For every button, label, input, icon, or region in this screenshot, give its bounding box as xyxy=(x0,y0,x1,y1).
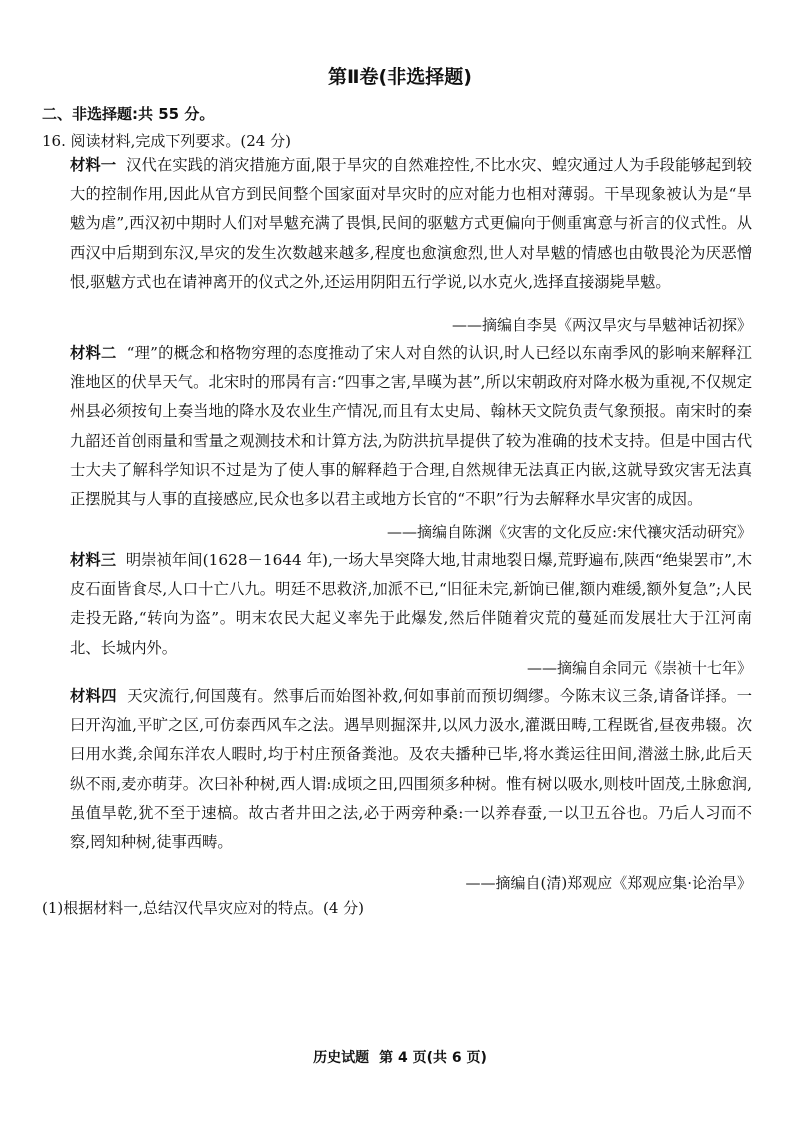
footer-subject: 历史试题 xyxy=(313,1050,370,1066)
material-2-source: ——摘编自陈渊《灾害的文化反应:宋代禳灾活动研究》 xyxy=(386,523,752,541)
material-1 xyxy=(70,151,752,297)
material-3-source: ——摘编自余同元《崇祯十七年》 xyxy=(526,659,752,677)
material-4-text: 天灾流行,何国蔑有。然事后而始图补救,何如事前而预切绸缪。今陈末议三条,请备详择。一曰开沟洫,平旷之区,可仿泰西风车之法。遇旱则掘深井,以风力汲水,灌溉田畴,工程既省,昼夜弗辍。次曰用水粪,余闻东洋农人暇时,均于村庄预备粪池。及农夫播种已毕,将水粪运往田间,潜滋土脉,此后天纵不雨,麦亦萌芽。次曰补种树,西人谓:成顷之田,四围须多种树。惟有树以吸水,则枝叶固茂,土脉愈润,虽值旱乾,犹不至于速槁。故古者井田之法,必于两旁种桑:一以养春蚕,一以卫五谷也。乃后人习而不察,罔知种树,徒事西畴。 xyxy=(70,687,752,852)
material-2 xyxy=(70,339,752,514)
material-2-text: “理”的概念和格物穷理的态度推动了宋人对自然的认识,时人已经以东南季风的影响来解释江淮地区的伏旱天气。北宋时的邢昺有言:“四事之害,旱暵为甚”,所以宋朝政府对降水极为重视,不仅规定州县必须按旬上奏当地的降水及农业生产情况,而且有太史局、翰林天文院负责气象预报。南宋时的秦九韶还首创雨量和雪量之观测技术和计算方法,为防洪抗旱提供了较为准确的技术支持。但是中国古代士大夫了解科学知识不过是为了使人事的解释趋于合理,自然规律无法真正内嵌,这就导致灾害无法真正摆脱其与人事的直接感应,民众也多以君主或地方长官的“不职”行为去解释水旱灾害的成因。 xyxy=(70,344,752,509)
footer-page-number: 第 4 页(共 6 页) xyxy=(379,1050,487,1066)
material-3-label: 材料三 xyxy=(70,551,117,569)
question-16-prompt: 16. 阅读材料,完成下列要求。(24 分) xyxy=(42,132,291,150)
section-header: 二、非选择题:共 55 分。 xyxy=(42,105,215,123)
material-1-source: ——摘编自李昊《两汉旱灾与旱魃神话初探》 xyxy=(451,316,752,334)
material-4-label: 材料四 xyxy=(70,687,117,705)
material-3 xyxy=(70,546,752,663)
page-footer xyxy=(0,1047,800,1067)
material-1-label: 材料一 xyxy=(70,156,117,174)
material-1-text: 汉代在实践的消灾措施方面,限于旱灾的自然难控性,不比水灾、蝗灾通过人为手段能够起到较大的控制作用,因此从官方到民间整个国家面对旱灾时的应对能力也相对薄弱。干旱现象被认为是“旱魃为虐”,西汉初中期时人们对旱魃充满了畏惧,民间的驱魃方式更偏向于侧重寓意与祈言的仪式性。从西汉中后期到东汉,旱灾的发生次数越来越多,程度也愈演愈烈,世人对旱魃的情感也由敬畏沦为厌恶憎恨,驱魃方式也在请神离开的仪式之外,还运用阴阳五行学说,以水克火,选择直接溺毙旱魃。 xyxy=(70,156,752,291)
material-3-text: 明崇祯年间(1628－1644 年),一场大旱突降大地,甘肃地裂日爆,荒野遍布,陕西“绝粜罢市”,木皮石面皆食尽,人口十亡八九。明廷不思救济,加派不已,“旧征未完,新饷已催,额内难缓,额外复急”;人民走投无路,“转向为盗”。明末农民大起义率先于此爆发,然后伴随着灾荒的蔓延而发展壮大于江河南北、长城内外。 xyxy=(70,551,752,657)
sub-question-1: (1)根据材料一,总结汉代旱灾应对的特点。(4 分) xyxy=(42,899,365,917)
material-2-label: 材料二 xyxy=(70,344,117,362)
part-title: 第Ⅱ卷(非选择题) xyxy=(328,66,472,88)
material-4-source: ——摘编自(清)郑观应《郑观应集·论治旱》 xyxy=(465,874,752,892)
material-4 xyxy=(70,682,752,857)
